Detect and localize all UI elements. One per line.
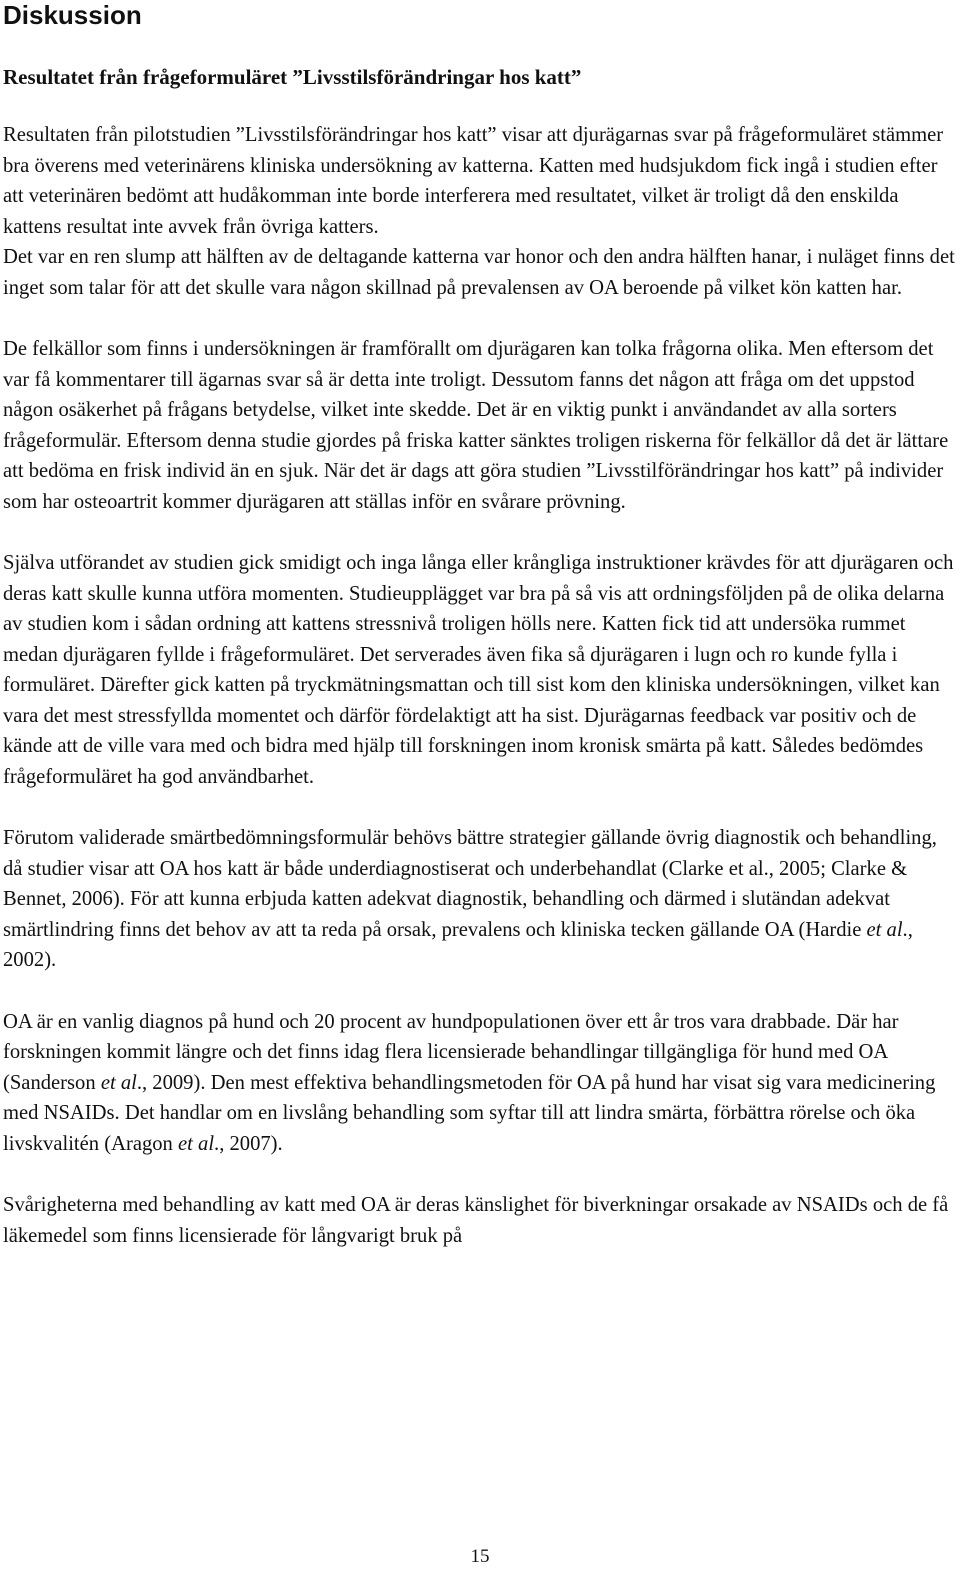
- citation-italic: et al: [100, 1071, 137, 1094]
- paragraph-results: Resultaten från pilotstudien ”Livsstilsförändringar hos katt” visar att djurägarnas svar på frågeformuläret stämmer bra överens med veterinärens kliniska undersökning av katterna. Katten med hudsjukdom fick ingå i studien efter att veterinären bedömt att hudåkomman inte borde interferera med resultatet, vilket är troligt då den enskilda kattens resultat inte avvek från övriga katters.: [3, 124, 944, 238]
- text-run: OA är en vanlig diagnos på hund och 20 procent av hundpopulationen över ett år tros vara drabbade. Där har forskningen kommit längre och det finns idag flera licensierade behandlingar tillgängliga för hund med OA (Sanderson: [3, 1010, 899, 1094]
- paragraph-difficulties: Svårigheterna med behandling av katt med OA är deras känslighet för biverkningar orsakade av NSAIDs och de få läkemedel som finns licensierade för långvarigt bruk på: [3, 1194, 949, 1247]
- document-page: [3, 0, 955, 1251]
- text-run: ., 2009). Den mest effektiva behandlingsmetoden för OA på hund har visat sig vara medicinering med NSAIDs. Det handlar om en livslång behandling som syftar till att lindra smärta, förbättra rörelse och öka livskvalitén (Aragon: [3, 1071, 936, 1155]
- paragraph-execution: Själva utförandet av studien gick smidigt och inga långa eller krångliga instruktioner krävdes för att djurägaren och deras katt skulle kunna utföra momenten. Studieupplägget var bra på så vis att ordningsföljden på de olika delarna av studien kom i sådan ordning att kattens stressnivå troligen hölls nere. Katten fick tid att undersöka rummet medan djurägaren fyllde i frågeformuläret. Det serverades även fika så djurägaren i lugn och ro kunde fylla i formuläret. Därefter gick katten på tryckmätningsmattan och till sist kom den kliniska undersökningen, vilket kan vara det mest stressfyllda momentet och därför fördelaktigt att ha sist. Djurägarnas feedback var positiv och de kände att de ville vara med och bidra med hjälp till forskningen inom kronisk smärta på katt. Således bedömdes frågeformuläret ha god användbarhet.: [3, 552, 954, 788]
- paragraph-diagnostics: [3, 823, 955, 976]
- section-title: Diskussion: [3, 0, 142, 30]
- paragraph-dogs: [3, 1007, 955, 1160]
- paragraph-error-sources: De felkällor som finns i undersökningen är framförallt om djurägaren kan tolka frågorna olika. Men eftersom det var få kommentarer till ägarnas svar så är detta inte troligt. Dessutom fanns det någon att fråga om det uppstod någon osäkerhet på frågans betydelse, vilket inte skedde. Det är en viktig punkt i användandet av alla sorters frågeformulär. Eftersom denna studie gjordes på friska katter sänktes troligen riskerna för felkällor då det är lättare att bedöma en frisk individ än en sjuk. När det är dags att göra studien ”Livsstilförändringar hos katt” på individer som har osteoartrit kommer djurägaren att ställas inför en svårare prövning.: [3, 338, 949, 513]
- text-run: Förutom validerade smärtbedömningsformulär behövs bättre strategier gällande övrig diagnostik och behandling, då studier visar att OA hos katt är både underdiagnostiserat och underbehandlat (Clarke et al., 2005; Clarke & Bennet, 2006). För att kunna erbjuda katten adekvat diagnostik, behandling och därmed i slutändan adekvat smärtlindring finns det behov av att ta reda på orsak, prevalens och kliniska tecken gällande OA (Hardie: [3, 827, 937, 941]
- paragraph-gender: Det var en ren slump att hälften av de deltagande katterna var honor och den andra hälften hanar, i nuläget finns det inget som talar för att det skulle vara någon skillnad på prevalensen av OA beroende på vilket kön katten har.: [3, 246, 955, 299]
- citation-italic: et al: [866, 918, 903, 941]
- page-number: 15: [470, 1546, 490, 1567]
- text-run: ., 2007).: [214, 1132, 283, 1155]
- sub-heading: Resultatet från frågeformuläret ”Livsstilsförändringar hos katt”: [3, 65, 582, 89]
- citation-italic: et al: [178, 1132, 215, 1155]
- text-run: ., 2002).: [3, 918, 913, 971]
